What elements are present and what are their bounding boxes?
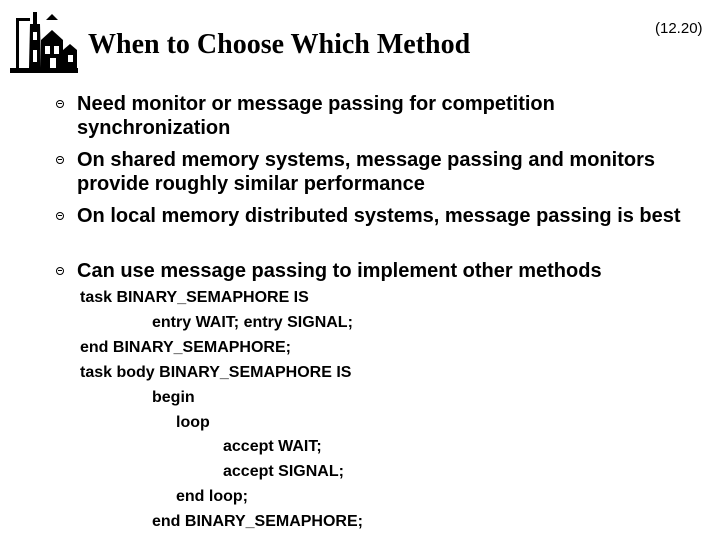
code-line: task body BINARY_SEMAPHORE IS bbox=[80, 364, 352, 381]
bullet-text: On local memory distributed systems, message passing is best bbox=[77, 205, 681, 227]
bullet-text: Can use message passing to implement other methods bbox=[77, 260, 602, 282]
bullet-icon bbox=[56, 100, 64, 108]
bullet-item bbox=[77, 148, 702, 196]
code-line: task BINARY_SEMAPHORE IS bbox=[80, 289, 309, 306]
bullet-text: Need monitor or message passing for competition synchronization bbox=[77, 93, 555, 139]
bullet-item bbox=[77, 204, 702, 228]
bullet-text: On shared memory systems, message passing and monitors provide roughly similar performance bbox=[77, 149, 655, 195]
bullet-icon bbox=[56, 267, 64, 275]
code-line: end BINARY_SEMAPHORE; bbox=[80, 339, 291, 356]
slide-title: When to Choose Which Method bbox=[88, 29, 471, 60]
bullet-icon bbox=[56, 212, 64, 220]
code-line: loop bbox=[176, 414, 210, 431]
code-line: accept SIGNAL; bbox=[223, 463, 344, 480]
code-line: end BINARY_SEMAPHORE; bbox=[152, 513, 363, 530]
code-line: begin bbox=[152, 389, 195, 406]
code-line: end loop; bbox=[176, 488, 248, 505]
code-line: accept WAIT; bbox=[223, 438, 322, 455]
bullet-item bbox=[77, 92, 702, 140]
code-line: entry WAIT; entry SIGNAL; bbox=[152, 314, 353, 331]
bullet-icon bbox=[56, 156, 64, 164]
bullet-item bbox=[77, 259, 702, 283]
slide-number: (12.20) bbox=[655, 20, 703, 37]
